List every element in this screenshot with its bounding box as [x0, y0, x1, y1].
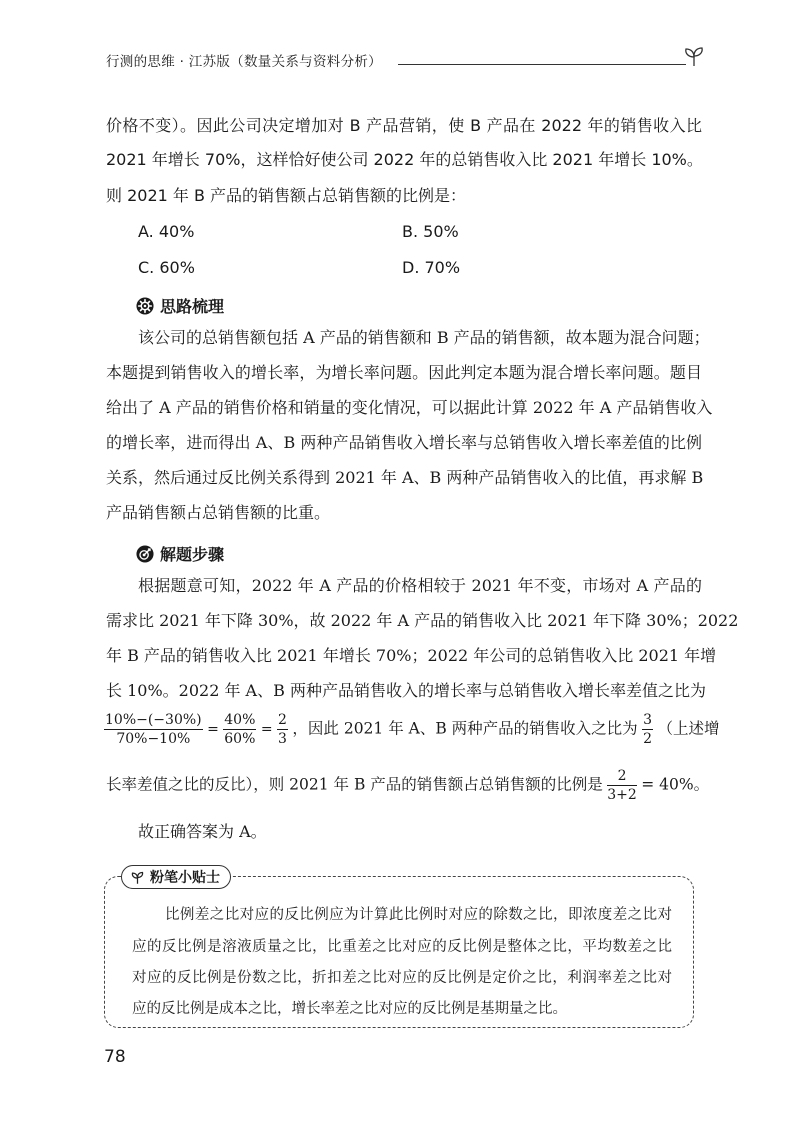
fraction [607, 768, 637, 803]
fraction [277, 712, 288, 747]
option-b: B. 50% [402, 222, 459, 241]
question-line: 价格不变）。因此公司决定增加对 B 产品营销，使 B 产品在 2022 年的销售收入比 [106, 116, 702, 135]
analysis-line: 的增长率，进而得出 A、B 两种产品销售收入增长率与总销售收入增长率差值的比例 [106, 433, 702, 452]
analysis-line: 该公司的总销售额包括 A 产品的销售额和 B 产品的销售额，故本题为混合问题； [138, 328, 710, 347]
analysis-line: 关系，然后通过反比例关系得到 2021 年 A、B 两种产品销售收入的比值，再求解 B [106, 468, 704, 487]
solution-heading [136, 542, 224, 565]
tip-line: 应的反比例是成本之比，增长率差之比对应的反比例是基期量之比。 [132, 1001, 567, 1017]
analysis-heading-text: 思路梳理 [160, 297, 225, 316]
fraction-denominator: 2 [643, 731, 653, 747]
formula-line-2 [106, 768, 709, 803]
option-a: A. 40% [138, 222, 195, 241]
analysis-line: 产品销售额占总销售额的比重。 [106, 503, 331, 522]
solution-heading-text: 解题步骤 [160, 545, 225, 564]
analysis-heading [136, 294, 224, 317]
fraction-numerator: 10%−(−30%) [105, 712, 202, 728]
header-rule [398, 64, 686, 65]
fraction-denominator: 70%−10% [116, 731, 191, 747]
answer-line: 故正确答案为 A。 [138, 822, 267, 841]
formula-text: 长率差值之比的反比），则 2021 年 B 产品的销售额占总销售额的比例是 [106, 775, 603, 794]
sprout-icon [130, 870, 145, 885]
tip-title-tag [121, 865, 231, 889]
fraction-numerator: 40% [224, 712, 256, 728]
gear-icon [136, 297, 154, 315]
tip-title: 粉笔小贴士 [150, 870, 220, 886]
question-line: 则 2021 年 B 产品的销售额占总销售额的比例是： [106, 186, 467, 205]
tip-line: 应的反比例是溶液质量之比，比重差之比对应的反比例是整体之比，平均数差之比 [132, 939, 672, 955]
formula-line-1 [104, 712, 720, 747]
fraction-numerator: 3 [643, 712, 653, 728]
header-title: 行测的思维 · 江苏版（数量关系与资料分析） [106, 54, 382, 70]
formula-result: = 40%。 [641, 775, 710, 794]
equals-sign: = [260, 721, 273, 738]
analysis-line: 本题提到销售收入的增长率，为增长率问题。因此判定本题为混合增长率问题。题目 [106, 363, 702, 382]
target-icon [136, 545, 154, 563]
solution-line: 需求比 2021 年下降 30%，故 2022 年 A 产品的销售收入比 2021 年下降 30%；2022 [106, 611, 739, 630]
formula-text: ，因此 2021 年 A、B 两种产品的销售收入之比为 [292, 719, 638, 738]
fraction-numerator: 2 [607, 768, 637, 786]
tip-line: 对应的反比例是份数之比，折扣差之比对应的反比例是定价之比，利润率差之比对 [132, 970, 672, 986]
fraction-denominator: 60% [224, 731, 256, 747]
formula-text: （上述增 [657, 719, 720, 738]
solution-line: 年 B 产品的销售收入比 2021 年增长 70%；2022 年公司的总销售收入比 2021 年增 [106, 646, 717, 665]
analysis-line: 给出了 A 产品的销售价格和销量的变化情况，可以据此计算 2022 年 A 产品销售收入 [106, 398, 713, 417]
fraction-numerator: 2 [278, 712, 287, 728]
solution-line: 根据题意可知，2022 年 A 产品的价格相较于 2021 年不变，市场对 A 产品的 [138, 576, 702, 595]
equals-sign: = [207, 721, 219, 738]
question-line: 2021 年增长 70%，这样恰好使公司 2022 年的总销售收入比 2021 年增长 10%。 [106, 150, 703, 169]
option-c: C. 60% [138, 258, 195, 277]
fraction [642, 712, 653, 747]
fraction [104, 712, 203, 747]
running-header [106, 50, 706, 72]
tip-line: 比例差之比对应的反比例应为计算此比例时对应的除数之比，即浓度差之比对 [165, 907, 672, 923]
fraction-denominator: 3 [278, 731, 287, 747]
fraction-denominator: 3+2 [607, 787, 637, 803]
page-number: 78 [104, 1047, 126, 1067]
option-d: D. 70% [402, 258, 461, 277]
solution-line: 长 10%。2022 年 A、B 两种产品销售收入的增长率与总销售收入增长率差值之比为 [106, 681, 706, 700]
sprout-icon [682, 44, 706, 68]
fraction [223, 712, 256, 747]
